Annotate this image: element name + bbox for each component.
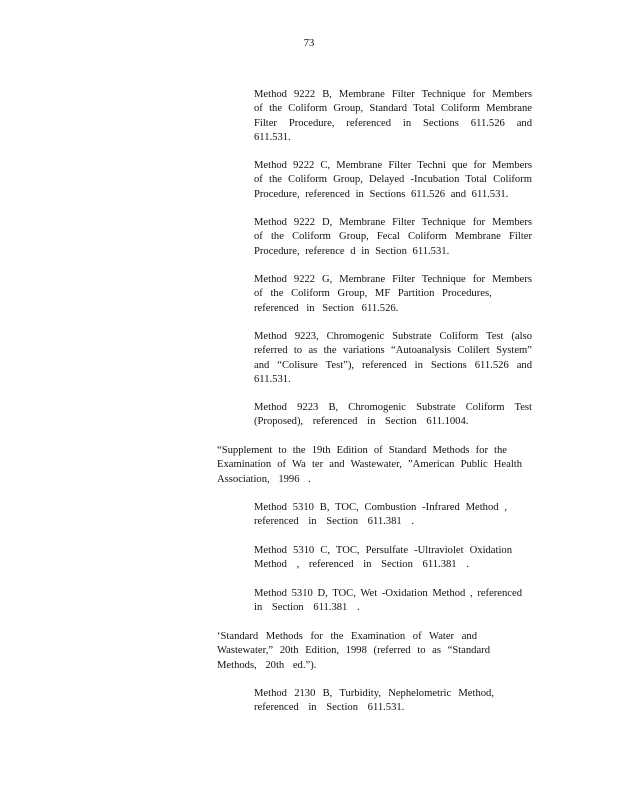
text-line: of the Coliform Group, Standard Total Coliform Membrane: [254, 103, 532, 115]
method-9222g-entry: [254, 273, 532, 316]
text-line: of the Coliform Group, MF Partition Procedures,: [254, 288, 492, 300]
text-line: Procedure, reference d in Section 611.531.: [254, 245, 450, 257]
text-line: Method 9222 D, Membrane Filter Technique for Members: [254, 217, 532, 228]
text-line: Method 9222 B, Membrane Filter Technique for Members: [254, 89, 532, 100]
text-line: “Supplement to the 19th Edition of Standard Methods for the: [217, 445, 507, 456]
method-5310c-entry: [254, 544, 532, 573]
method-9223b-entry: [254, 401, 532, 430]
text-line: Methods, 20th ed.”).: [217, 659, 317, 671]
text-line: Method 5310 D, TOC, Wet -Oxidation Method , referenced: [254, 588, 522, 599]
text-line: referenced in Section 611.531.: [254, 702, 405, 714]
text-line: in Section 611.381 .: [254, 602, 360, 614]
method-2130b-entry: [254, 687, 532, 716]
text-line: referenced in Section 611.526.: [254, 302, 399, 314]
text-line: Method , referenced in Section 611.381 .: [254, 559, 469, 571]
method-9222d-entry: [254, 216, 532, 259]
method-5310d-entry: [254, 587, 532, 616]
text-line: (Proposed), referenced in Section 611.1004.: [254, 416, 469, 428]
text-line: Method 9222 G, Membrane Filter Technique for Members: [254, 274, 532, 285]
text-line: Method 9223 B, Chromogenic Substrate Coliform Test: [254, 402, 532, 413]
text-line: Association, 1996 .: [217, 473, 311, 485]
method-9222b-entry: [254, 88, 532, 146]
text-line: ‘Standard Methods for the Examination of Water and: [217, 631, 477, 642]
text-line: Procedure, referenced in Sections 611.526 and 611.531.: [254, 188, 509, 200]
text-line: Method 9222 C, Membrane Filter Techni que for Members: [254, 160, 532, 171]
text-line: of the Coliform Group, Delayed -Incubation Total Coliform: [254, 174, 532, 186]
text-line: Method 2130 B, Turbidity, Nephelometric Method,: [254, 688, 494, 699]
text-line: Filter Procedure, referenced in Sections 611.526 and: [254, 117, 532, 129]
method-9222c-entry: [254, 159, 532, 202]
text-line: Method 9223, Chromogenic Substrate Coliform Test (also: [254, 331, 532, 342]
method-5310b-entry: [254, 501, 532, 530]
text-line: referred to as the variations “Autoanalysis Colilert System”: [254, 345, 532, 357]
text-line: referenced in Section 611.381 .: [254, 516, 414, 528]
text-line: and “Colisure Test”), referenced in Sections 611.526 and: [254, 359, 532, 371]
page-number: 73: [303, 38, 315, 49]
text-line: Wastewater,” 20th Edition, 1998 (referred to as “Standard: [217, 645, 490, 657]
text-line: of the Coliform Group, Fecal Coliform Membrane Filter: [254, 231, 532, 243]
supplement-19th-edition-entry: [217, 444, 527, 487]
text-line: Method 5310 C, TOC, Persulfate -Ultraviolet Oxidation: [254, 545, 512, 556]
text-line: Method 5310 B, TOC, Combustion -Infrared Method ,: [254, 502, 507, 513]
text-line: 611.531.: [254, 132, 291, 144]
method-9223-entry: [254, 330, 532, 388]
text-line: 611.531.: [254, 374, 291, 386]
standard-methods-20th-edition-entry: [217, 630, 527, 673]
text-line: Examination of Wa ter and Wastewater, ”American Public Health: [217, 459, 522, 471]
